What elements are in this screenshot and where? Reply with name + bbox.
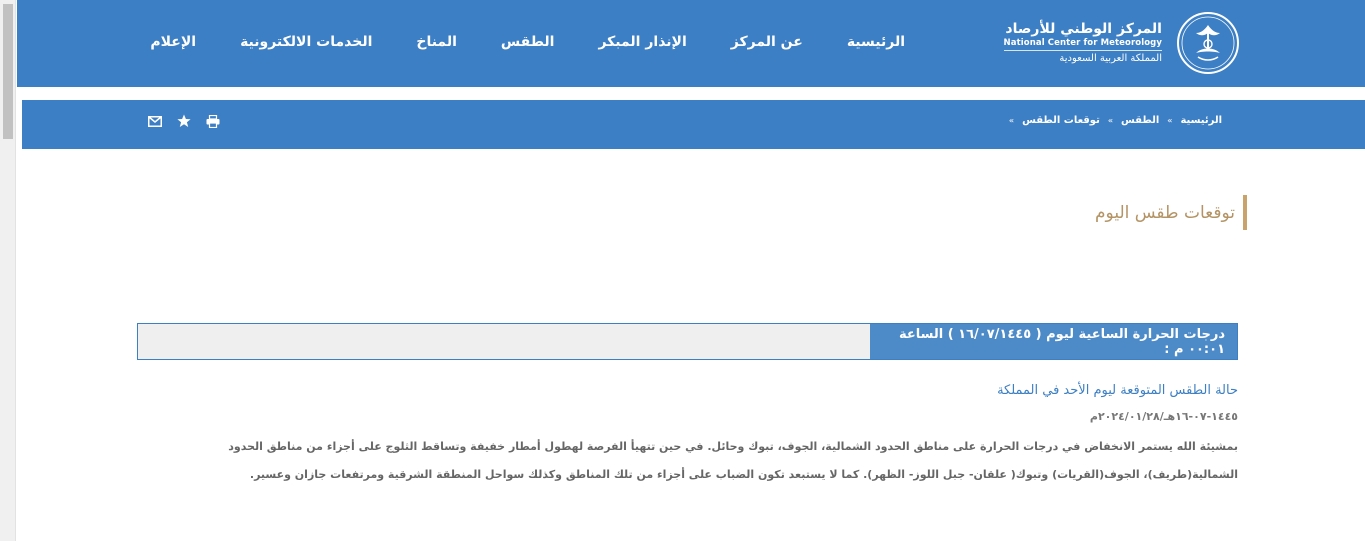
logo-country: المملكة العربية السعودية [1059,52,1162,64]
logo-arabic-name: المركز الوطني للأرصاد [1005,21,1162,37]
breadcrumb-separator: » [1167,116,1173,125]
logo-text [1004,21,1162,65]
nav-item-weather[interactable]: الطقس [500,34,555,50]
breadcrumb-separator: » [1008,116,1015,125]
page-scrollbar[interactable] [0,0,16,541]
forecast-title[interactable]: حالة الطقس المتوقعة ليوم الأحد في المملكة [997,383,1238,398]
scrollbar-thumb[interactable] [3,4,13,139]
nav-item-e-services[interactable]: الخدمات الالكترونية [240,34,373,50]
nav-item-climate[interactable]: المناخ [416,34,457,50]
breadcrumb-home[interactable]: الرئيسية [1180,115,1222,126]
hourly-temperature-panel[interactable] [137,323,1238,360]
mail-icon[interactable] [147,113,163,129]
logo-english-name: National Center for Meteorology [1004,38,1162,51]
nav-item-media[interactable]: الإعلام [150,34,197,50]
site-header [17,0,1365,87]
page-tools [147,113,221,129]
main-nav [150,34,905,50]
breadcrumb [1009,115,1222,126]
nav-item-home[interactable]: الرئيسية [846,34,905,50]
forecast-body: بمشيئة الله يستمر الانخفاض في درجات الحرارة على مناطق الحدود الشمالية، الجوف، تبوك وحائل. في حين تتهيأ الفرصة لهطول أمطار خفيفة وتساقط الثلوج على أجزاء من مناطق الحدود الشمالية(طريف)، الجوف(القريات) وتبوك( علقان- جبل اللوز- الظهر). كما لا يستبعد تكون الضباب على أجزاء من تلك المناطق وكذلك سواحل المنطقة الشرقية ومرتفعات جازان وعسير. [228,440,1238,481]
logo[interactable] [1004,10,1240,76]
breadcrumb-forecasts: توقعات الطقس [1022,115,1100,126]
forecast-date: ١٤٤٥-٠٧-١٦هـ/٢٠٢٤/٠١/٢٨م [1089,410,1238,423]
page-title: توقعات طقس اليوم [1095,195,1247,230]
print-icon[interactable] [205,113,221,129]
nav-item-about[interactable]: عن المركز [730,34,803,50]
ncm-emblem-icon [1176,11,1240,75]
nav-item-early-warning[interactable]: الإنذار المبكر [598,34,687,50]
hourly-temperature-label: درجات الحرارة الساعية ليوم ( ١٦/٠٧/١٤٤٥ ) الساعة ٠٠:٠١ م : [870,324,1237,359]
star-icon[interactable] [176,113,192,129]
sub-bar [22,100,1365,149]
breadcrumb-weather[interactable]: الطقس [1121,115,1160,126]
breadcrumb-separator: » [1107,116,1113,125]
